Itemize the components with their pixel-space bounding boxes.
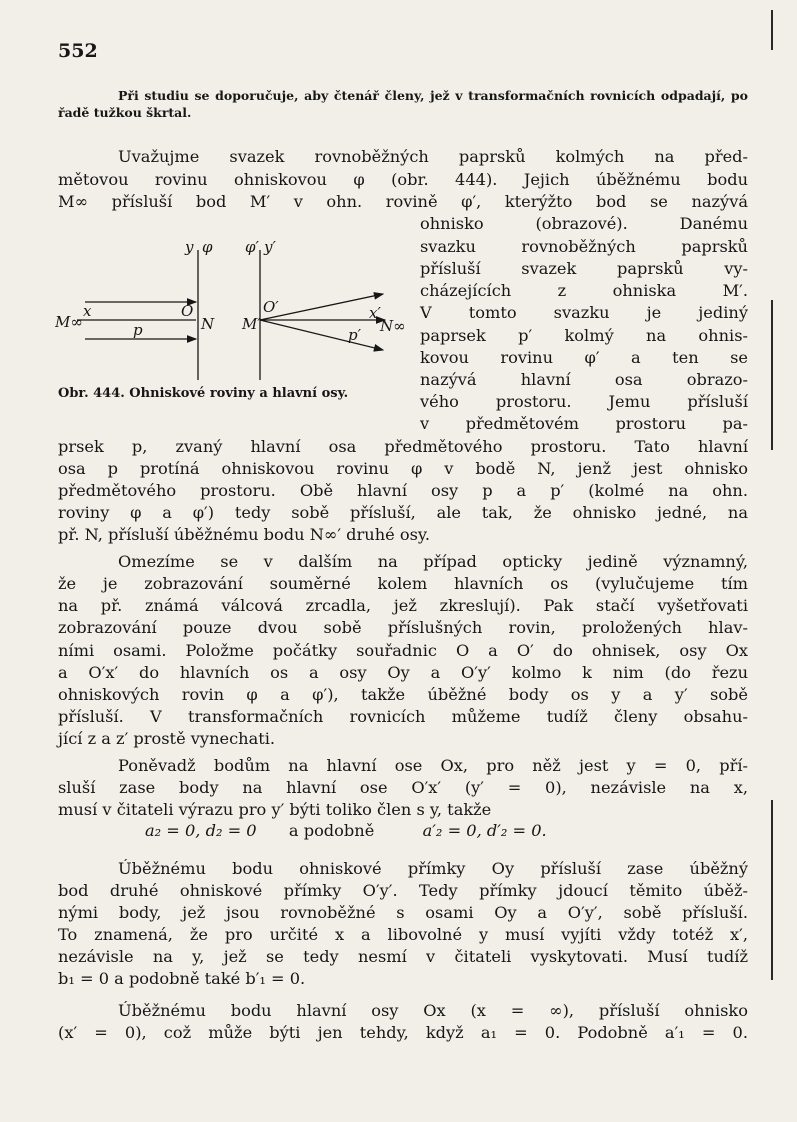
- label-phi: φ: [202, 238, 213, 256]
- text-line: ními osami. Položme počátky souřadnic O a O′ do ohnisek, osy Ox: [58, 641, 748, 660]
- text-line: paprsek p′ kolmý na ohnis-: [420, 326, 748, 345]
- label-phi-prime: φ′: [245, 238, 259, 256]
- margin-mark: [771, 800, 773, 980]
- label-n: N: [201, 315, 215, 333]
- text-line: b₁ = 0 a podobně také b′₁ = 0.: [58, 969, 306, 988]
- margin-mark: [771, 10, 773, 50]
- label-y: y: [185, 238, 194, 256]
- text-line: Úběžnému bodu ohniskové přímky Oy přísluší zase úběžný: [118, 859, 748, 878]
- text-line: Poněvadž bodům na hlavní ose Ox, pro něž jest y = 0, pří-: [118, 756, 748, 775]
- text-line: přísluší svazek paprsků vy-: [420, 259, 748, 278]
- text-line: mětovou rovinu ohniskovou φ (obr. 444). Jejich úběžnému bodu: [58, 170, 748, 189]
- text-line: v předmětovém prostoru pa-: [420, 414, 748, 433]
- text-line: vého prostoru. Jemu přísluší: [420, 392, 748, 411]
- label-o: O: [181, 302, 194, 320]
- text-line: přísluší. V transformačních rovnicích můžeme tudíž členy obsahu-: [58, 707, 748, 726]
- label-x: x: [83, 302, 92, 320]
- text-line: V tomto svazku je jediný: [420, 303, 748, 322]
- text-line: a O′x′ do hlavních os a osy Oy a O′y′ kolmo k nim (do řezu: [58, 663, 748, 682]
- ray: [260, 320, 383, 350]
- page-number: 552: [58, 40, 98, 62]
- text-line: předmětového prostoru. Obě hlavní osy p a p′ (kolmé na ohn.: [58, 481, 748, 500]
- text-line: ohniskových rovin φ a φ′), takže úběžné body os y a y′ sobě: [58, 685, 748, 704]
- text-line: nezávisle na y, jež se tedy nesmí v čitateli vyskytovati. Musí tudíž: [58, 947, 748, 966]
- text-line: nými body, jež jsou rovnoběžné s osami Oy a O′y′, sobě přísluší.: [58, 903, 748, 922]
- margin-mark: [771, 300, 773, 450]
- equation-right: a′₂ = 0, d′₂ = 0.: [422, 821, 547, 840]
- label-o-prime: O′: [263, 298, 279, 316]
- text-line: že je zobrazování souměrné kolem hlavních os (vylučujeme tím: [58, 574, 748, 593]
- text-line: zobrazování pouze dvou sobě příslušných rovin, proložených hlav-: [58, 618, 748, 637]
- text-line: osa p protíná ohniskovou rovinu φ v bodě N, jenž jest ohnisko: [58, 459, 748, 478]
- text-line: Uvažujme svazek rovnoběžných paprsků kolmých na před-: [118, 147, 748, 166]
- text-line: prsek p, zvaný hlavní osa předmětového prostoru. Tato hlavní: [58, 437, 748, 456]
- text-line: svazku rovnoběžných paprsků: [420, 237, 748, 256]
- label-p: p: [133, 321, 143, 339]
- figure-caption: Obr. 444. Ohniskové roviny a hlavní osy.: [58, 386, 349, 401]
- equation-middle: a podobně: [288, 821, 375, 840]
- label-y-prime: y′: [264, 238, 276, 256]
- text-line: M∞ přísluší bod M′ v ohn. rovině φ′, kterýžto bod se nazývá: [58, 192, 748, 211]
- text-line: musí v čitateli výrazu pro y′ býti toliko člen s y, takže: [58, 800, 492, 819]
- text-line: sluší zase body na hlavní ose O′x′ (y′ = 0), nezávisle na x,: [58, 778, 748, 797]
- text-line: kovou rovinu φ′ a ten se: [420, 348, 748, 367]
- label-p-prime: p′: [348, 326, 362, 344]
- label-m-prime: M′: [242, 315, 261, 333]
- equation-left: a₂ = 0, d₂ = 0: [145, 821, 257, 840]
- label-n-inf: N∞: [380, 317, 406, 335]
- text-line: na př. známá válcová zrcadla, jež zkreslují). Pak stačí vyšetřovati: [58, 596, 748, 615]
- figure-444: [55, 232, 415, 382]
- text-line: ohnisko (obrazové). Danému: [420, 214, 748, 233]
- text-line: jící z a z′ prostě vynechati.: [58, 729, 276, 748]
- label-x-prime: x′: [369, 304, 381, 322]
- label-m-inf: M∞: [55, 313, 83, 331]
- text-line: roviny φ a φ′) tedy sobě přísluší, ale tak, že ohnisko jedné, na: [58, 503, 748, 522]
- text-line: cházejících z ohniska M′.: [420, 281, 748, 300]
- text-line: bod druhé ohniskové přímky O′y′. Tedy přímky jdoucí těmito úběž-: [58, 881, 748, 900]
- text-line: nazývá hlavní osa obrazo-: [420, 370, 748, 389]
- text-line: Úběžnému bodu hlavní osy Ox (x = ∞), přísluší ohnisko: [118, 1001, 748, 1020]
- text-line: To znamená, že pro určité x a libovolné y musí vyjíti vždy totéž x′,: [58, 925, 748, 944]
- study-note: Při studiu se doporučuje, aby čtenář členy, jež v transformačních rovnicích odpadají, po řadě tužkou škrtal.: [58, 88, 748, 120]
- equation-line: [145, 820, 605, 842]
- text-line: Omezíme se v dalším na případ opticky jedině významný,: [118, 552, 748, 571]
- text-line: př. N, přísluší úběžnému bodu N∞′ druhé osy.: [58, 525, 431, 544]
- text-line: (x′ = 0), což může býti jen tehdy, když a₁ = 0. Podobně a′₁ = 0.: [58, 1023, 748, 1042]
